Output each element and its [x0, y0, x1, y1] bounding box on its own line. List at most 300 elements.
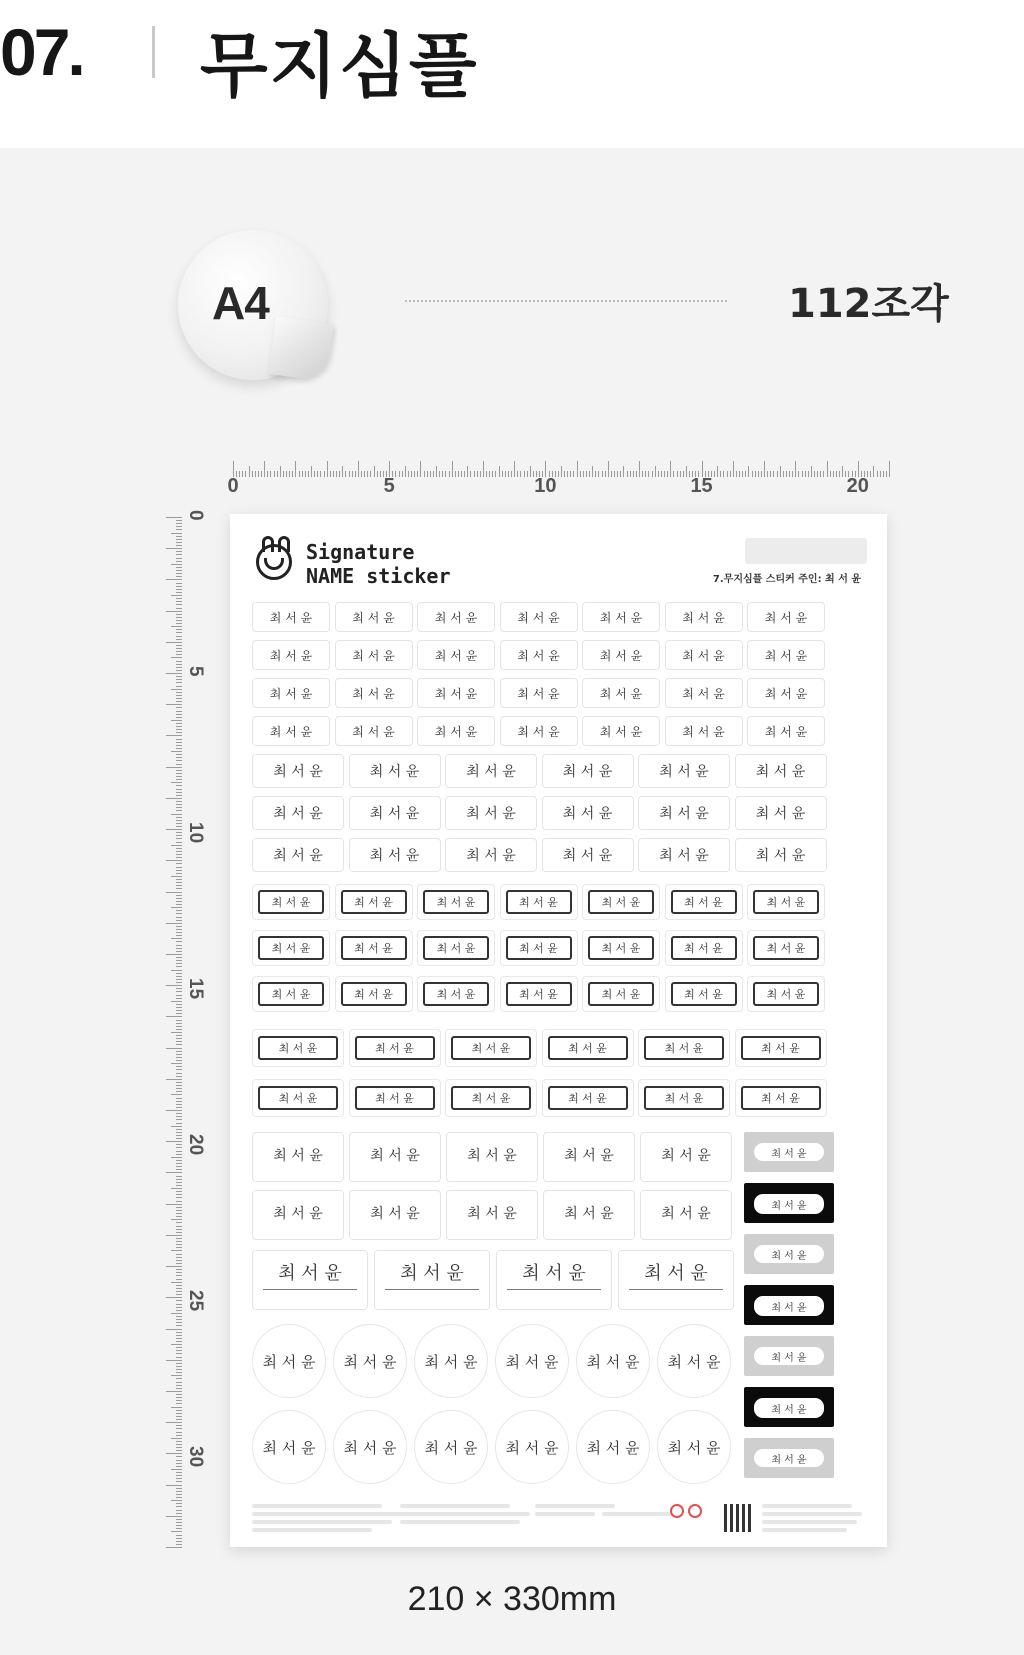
ruler-tick: [166, 1204, 182, 1205]
ruler-tick: [677, 471, 678, 477]
ruler-tick: [176, 1260, 182, 1261]
ruler-tick: [176, 1269, 182, 1270]
ruler-tick: [736, 471, 737, 477]
ruler-label: 20: [185, 1134, 206, 1156]
ruler-tick: [414, 471, 415, 477]
ruler-tick: [176, 832, 182, 833]
ruler-tick: [176, 745, 182, 746]
ruler-tick: [176, 1147, 182, 1148]
ruler-tick: [399, 471, 400, 477]
ruler-tick: [176, 1435, 182, 1436]
name-sticker: 최 서 윤: [657, 1324, 731, 1398]
fine-print: [400, 1512, 530, 1516]
ruler-tick: [573, 471, 574, 477]
name-sticker: 최 서 윤: [252, 1324, 326, 1398]
ruler-tick: [176, 842, 182, 843]
ruler-tick: [176, 1013, 182, 1014]
ruler-tick: [176, 732, 182, 733]
ruler-tick: [755, 471, 756, 477]
ruler-tick: [461, 471, 462, 477]
ruler-tick: [514, 461, 515, 477]
ruler-tick: [176, 1201, 182, 1202]
name-sticker: 최 서 윤: [333, 1410, 407, 1484]
ruler-tick: [176, 910, 182, 911]
ruler-tick: [280, 466, 281, 477]
ruler-tick: [564, 471, 565, 477]
ruler-tick: [166, 1079, 182, 1080]
ruler-label: 20: [846, 475, 869, 497]
ruler-tick: [811, 466, 812, 477]
ruler-tick: [171, 814, 182, 815]
ruler-tick: [664, 471, 665, 477]
ruler-tick: [777, 471, 778, 477]
name-sticker: 최 서 윤: [252, 1410, 326, 1484]
ruler-tick: [261, 471, 262, 477]
ruler-tick: [342, 466, 343, 477]
name-sticker: 최 서 윤: [747, 678, 825, 708]
ruler-tick: [452, 461, 453, 477]
fine-print: [762, 1528, 847, 1532]
ruler-tick: [877, 471, 878, 477]
ruler-tick: [176, 1319, 182, 1320]
name-sticker: 최 서 윤: [753, 890, 819, 914]
ruler-tick: [176, 1541, 182, 1542]
ruler-tick: [166, 1391, 182, 1392]
ruler-tick: [176, 1444, 182, 1445]
sheet-owner-info: 7.무지심플 스티커 주인: 최 서 윤: [712, 574, 861, 585]
ruler-tick: [367, 471, 368, 477]
ruler-tick: [171, 626, 182, 627]
ruler-tick: [176, 1222, 182, 1223]
name-sticker: 최 서 윤: [333, 1324, 407, 1398]
name-sticker: 최 서 윤: [506, 936, 572, 960]
fine-print: [535, 1504, 615, 1508]
ruler-tick: [176, 885, 182, 886]
ruler-tick: [836, 471, 837, 477]
logo-text-name-sticker: NAME sticker: [306, 564, 451, 588]
ruler-tick: [176, 1113, 182, 1114]
ruler-tick: [176, 1322, 182, 1323]
ruler-tick: [176, 1026, 182, 1027]
fine-print: [252, 1512, 402, 1516]
ruler-tick: [176, 1304, 182, 1305]
name-sticker: 최 서 윤: [258, 1036, 338, 1060]
ruler-tick: [176, 817, 182, 818]
ruler-tick: [176, 966, 182, 967]
ruler-tick: [176, 1353, 182, 1354]
ruler-tick: [176, 863, 182, 864]
name-sticker: 최 서 윤: [753, 982, 819, 1006]
header: [0, 0, 1024, 148]
name-sticker-pill: 최 서 윤: [754, 1449, 824, 1467]
name-sticker: 최 서 윤: [548, 1086, 628, 1110]
ruler-tick: [176, 1513, 182, 1514]
ruler-tick: [166, 1172, 182, 1173]
ruler-tick: [411, 471, 412, 477]
ruler-tick: [176, 1060, 182, 1061]
name-sticker: 최 서 윤: [500, 716, 578, 746]
ruler-tick: [171, 1063, 182, 1064]
ruler-tick: [166, 1235, 182, 1236]
ruler-tick: [308, 471, 309, 477]
ruler-tick: [176, 1382, 182, 1383]
ruler-tick: [171, 1126, 182, 1127]
ruler-label: 25: [185, 1290, 206, 1312]
ruler-tick: [430, 471, 431, 477]
ruler-tick: [176, 729, 182, 730]
ruler-tick: [242, 471, 243, 477]
fine-print: [252, 1504, 382, 1508]
name-sticker-pill: 최 서 윤: [754, 1194, 824, 1214]
name-sticker: 최 서 윤: [665, 678, 743, 708]
ruler-tick: [176, 1232, 182, 1233]
ruler-tick: [508, 471, 509, 477]
vertical-ruler: [160, 517, 182, 1547]
ruler-tick: [176, 1129, 182, 1130]
ruler-tick: [176, 698, 182, 699]
ruler-tick: [283, 471, 284, 477]
ruler-tick: [176, 748, 182, 749]
ruler-tick: [176, 1169, 182, 1170]
name-sticker: 최 서 윤: [495, 1324, 569, 1398]
ruler-tick: [176, 1119, 182, 1120]
ruler-label: 5: [185, 666, 206, 677]
name-sticker: 최 서 윤: [252, 754, 344, 788]
name-sticker-pill: 최 서 윤: [754, 1245, 824, 1263]
ruler-tick: [166, 1485, 182, 1486]
ruler-tick: [252, 471, 253, 477]
ruler-tick: [505, 471, 506, 477]
ruler-tick: [176, 957, 182, 958]
ruler-tick: [617, 471, 618, 477]
ruler-tick: [176, 979, 182, 980]
ruler-tick: [176, 664, 182, 665]
ruler-tick: [667, 471, 668, 477]
ruler-tick: [176, 536, 182, 537]
name-sticker: 최 서 윤: [414, 1410, 488, 1484]
ruler-tick: [176, 1020, 182, 1021]
ruler-tick: [802, 471, 803, 477]
ruler-tick: [176, 1229, 182, 1230]
ruler-tick: [176, 1207, 182, 1208]
ruler-tick: [176, 929, 182, 930]
name-sticker: 최 서 윤: [582, 640, 660, 670]
ruler-tick: [842, 466, 843, 477]
ruler-tick: [442, 471, 443, 477]
ruler-tick: [830, 471, 831, 477]
name-sticker: 최 서 윤: [638, 796, 730, 830]
name-sticker-pill: 최 서 윤: [754, 1296, 824, 1316]
ruler-tick: [742, 471, 743, 477]
ruler-tick: [176, 1163, 182, 1164]
ruler-tick: [655, 466, 656, 477]
ruler-tick: [176, 1091, 182, 1092]
ruler-tick: [880, 471, 881, 477]
ruler-tick: [176, 1472, 182, 1473]
ruler-tick: [623, 466, 624, 477]
ruler-tick: [176, 995, 182, 996]
ruler-tick: [608, 461, 609, 477]
ruler-tick: [176, 1528, 182, 1529]
ruler-tick: [467, 466, 468, 477]
fine-print: [762, 1504, 852, 1508]
ruler-tick: [176, 1035, 182, 1036]
name-sticker: 최 서 윤: [644, 1086, 724, 1110]
ruler-tick: [176, 926, 182, 927]
ruler-tick: [305, 471, 306, 477]
fine-print: [400, 1520, 520, 1524]
ruler-tick: [805, 471, 806, 477]
fine-print: [762, 1512, 862, 1516]
ruler-tick: [176, 526, 182, 527]
ruler-tick: [176, 960, 182, 961]
ruler-tick: [499, 466, 500, 477]
ruler-tick: [176, 873, 182, 874]
name-sticker: 최 서 윤: [657, 1410, 731, 1484]
ruler-tick: [176, 1419, 182, 1420]
ruler-tick: [171, 1375, 182, 1376]
ruler-tick: [171, 938, 182, 939]
ruler-tick: [592, 466, 593, 477]
ruler-tick: [176, 935, 182, 936]
ruler-tick: [176, 888, 182, 889]
ruler-tick: [176, 773, 182, 774]
fine-print: [602, 1512, 672, 1516]
ruler-tick: [586, 471, 587, 477]
ruler-tick: [611, 471, 612, 477]
sticker-sheet: [230, 514, 887, 1547]
ruler-tick: [595, 471, 596, 477]
ruler-tick: [176, 545, 182, 546]
ruler-tick: [176, 1135, 182, 1136]
name-sticker: 최 서 윤: [542, 754, 634, 788]
ruler-tick: [176, 1310, 182, 1311]
fine-print: [762, 1520, 857, 1524]
ruler-tick: [176, 1288, 182, 1289]
ruler-tick: [176, 686, 182, 687]
name-sticker: 최 서 윤: [500, 678, 578, 708]
ruler-tick: [176, 1294, 182, 1295]
ruler-tick: [176, 1497, 182, 1498]
ruler-tick: [166, 954, 182, 955]
ruler-tick: [166, 1329, 182, 1330]
name-sticker: 최 서 윤: [349, 754, 441, 788]
ruler-tick: [176, 823, 182, 824]
ruler-tick: [176, 1494, 182, 1495]
ruler-tick: [176, 1366, 182, 1367]
ruler-tick: [171, 1438, 182, 1439]
ruler-tick: [176, 1363, 182, 1364]
ruler-tick: [377, 471, 378, 477]
ruler-tick: [176, 820, 182, 821]
name-sticker: 최 서 윤: [423, 982, 489, 1006]
ruler-tick: [176, 1394, 182, 1395]
name-sticker: 최 서 윤: [588, 936, 654, 960]
ruler-tick: [176, 1463, 182, 1464]
ruler-tick: [176, 976, 182, 977]
ruler-tick: [633, 471, 634, 477]
ruler-tick: [295, 461, 296, 477]
ruler-tick: [176, 714, 182, 715]
ruler-tick: [176, 1044, 182, 1045]
ruler-tick: [286, 471, 287, 477]
name-sticker: 최 서 윤: [543, 1132, 635, 1182]
ruler-tick: [520, 471, 521, 477]
ruler-tick: [176, 807, 182, 808]
ruler-tick: [176, 1481, 182, 1482]
ruler-tick: [589, 471, 590, 477]
ruler-tick: [176, 1369, 182, 1370]
ruler-tick: [783, 471, 784, 477]
ruler-tick: [176, 1544, 182, 1545]
ruler-tick: [176, 1254, 182, 1255]
ruler-tick: [245, 471, 246, 477]
ruler-tick: [470, 471, 471, 477]
ruler-tick: [176, 792, 182, 793]
ruler-tick: [314, 471, 315, 477]
ruler-tick: [176, 1522, 182, 1523]
ruler-tick: [171, 533, 182, 534]
name-sticker-pill: 최 서 윤: [754, 1398, 824, 1418]
ruler-tick: [176, 1179, 182, 1180]
ruler-tick: [333, 471, 334, 477]
ruler-tick: [176, 1004, 182, 1005]
ruler-tick: [176, 1213, 182, 1214]
ruler-tick: [176, 676, 182, 677]
ruler-tick: [727, 471, 728, 477]
ruler-tick: [492, 471, 493, 477]
ruler-tick: [642, 471, 643, 477]
ruler-tick: [176, 558, 182, 559]
ruler-tick: [176, 1272, 182, 1273]
ruler-tick: [239, 471, 240, 477]
ruler-tick: [166, 923, 182, 924]
ruler-tick: [176, 1378, 182, 1379]
ruler-tick: [176, 982, 182, 983]
ruler-tick: [176, 1154, 182, 1155]
name-sticker: 최 서 윤: [349, 796, 441, 830]
ruler-tick: [176, 1216, 182, 1217]
ruler-tick: [176, 867, 182, 868]
ruler-tick: [176, 1428, 182, 1429]
ruler-tick: [176, 692, 182, 693]
ruler-tick: [605, 471, 606, 477]
ruler-tick: [176, 711, 182, 712]
ruler-tick: [176, 904, 182, 905]
dimensions-caption: 210 × 330mm: [407, 1580, 617, 1618]
ruler-tick: [336, 471, 337, 477]
name-sticker: 최 서 윤: [671, 890, 737, 914]
ruler-tick: [176, 586, 182, 587]
logo-text-signature: Signature: [306, 540, 415, 564]
ruler-tick: [277, 471, 278, 477]
ruler-tick: [176, 945, 182, 946]
ruler-tick: [652, 471, 653, 477]
name-sticker: 최 서 윤: [335, 678, 413, 708]
name-sticker: 최 서 윤: [258, 890, 324, 914]
ruler-tick: [823, 471, 824, 477]
ruler-tick: [176, 1307, 182, 1308]
ruler-tick: [720, 471, 721, 477]
ruler-tick: [311, 466, 312, 477]
ruler-tick: [176, 1347, 182, 1348]
ruler-tick: [176, 951, 182, 952]
ruler-tick: [176, 632, 182, 633]
ruler-tick: [176, 870, 182, 871]
ruler-tick: [166, 892, 182, 893]
ruler-tick: [176, 1073, 182, 1074]
ruler-tick: [176, 1300, 182, 1301]
name-sticker: 최 서 윤: [335, 602, 413, 632]
redacted-area: [745, 538, 867, 564]
ruler-tick: [176, 848, 182, 849]
ruler-tick: [171, 595, 182, 596]
ruler-tick: [176, 1432, 182, 1433]
ruler-tick: [176, 707, 182, 708]
ruler-tick: [176, 1456, 182, 1457]
ruler-tick: [176, 620, 182, 621]
ruler-tick: [176, 764, 182, 765]
ruler-tick: [176, 1076, 182, 1077]
name-sticker: 최 서 윤: [423, 890, 489, 914]
ruler-tick: [176, 1341, 182, 1342]
name-sticker: 최 서 윤: [747, 602, 825, 632]
ruler-tick: [176, 991, 182, 992]
ruler-tick: [176, 629, 182, 630]
ruler-tick: [176, 1051, 182, 1052]
ruler-tick: [752, 471, 753, 477]
name-sticker: [744, 1132, 834, 1172]
ruler-tick: [166, 1422, 182, 1423]
ruler-tick: [176, 573, 182, 574]
ruler-tick: [320, 471, 321, 477]
ruler-tick: [758, 471, 759, 477]
ruler-tick: [176, 1335, 182, 1336]
ruler-tick: [317, 471, 318, 477]
name-sticker: 최 서 윤: [417, 602, 495, 632]
name-sticker: 최 서 윤: [341, 890, 407, 914]
name-sticker: 최 서 윤: [446, 1190, 538, 1240]
dotted-divider: [405, 300, 727, 302]
ruler-tick: [370, 471, 371, 477]
ruler-tick: [274, 471, 275, 477]
name-sticker: 최 서 윤: [543, 1190, 635, 1240]
ruler-tick: [171, 1094, 182, 1095]
ruler-tick: [511, 471, 512, 477]
ruler-tick: [176, 1085, 182, 1086]
ruler-tick: [561, 466, 562, 477]
ruler-tick: [171, 1032, 182, 1033]
ruler-tick: [176, 608, 182, 609]
ruler-tick: [176, 1197, 182, 1198]
ruler-tick: [176, 1194, 182, 1195]
ruler-tick: [176, 601, 182, 602]
ruler-tick: [171, 1407, 182, 1408]
ruler-tick: [166, 1141, 182, 1142]
ruler-tick: [176, 835, 182, 836]
ruler-tick: [292, 471, 293, 477]
ruler-tick: [176, 1447, 182, 1448]
ruler-tick: [327, 461, 328, 477]
ruler-tick: [427, 471, 428, 477]
ruler-tick: [673, 471, 674, 477]
ruler-label: 0: [185, 510, 206, 521]
ruler-tick: [176, 589, 182, 590]
ruler-tick: [264, 461, 265, 477]
ruler-tick: [171, 720, 182, 721]
ruler-tick: [176, 795, 182, 796]
ruler-tick: [767, 471, 768, 477]
